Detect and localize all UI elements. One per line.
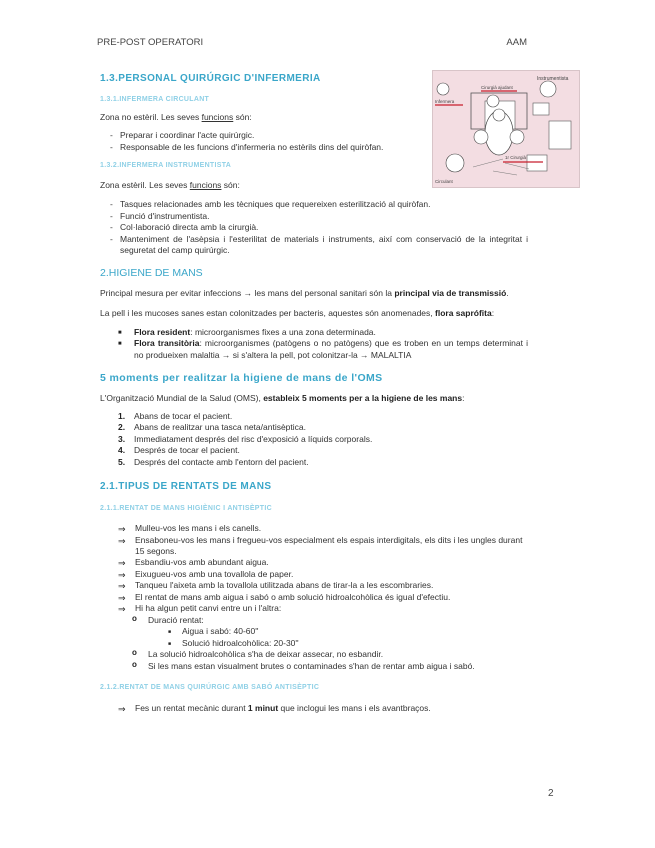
header-author: AAM — [506, 37, 527, 48]
document-body — [100, 70, 528, 714]
step-text: Esbandiu-vos amb abundant aigua. — [135, 557, 269, 568]
circulant-intro-funcions: funcions — [201, 111, 234, 122]
oms-bold: estableix 5 moments per a la higiene de les mans — [263, 393, 463, 404]
list-item — [118, 411, 528, 422]
rentat-higienic-steps — [100, 523, 528, 615]
circulant-intro-text: Zona no estèril. Les seves — [100, 111, 202, 122]
list-item — [118, 703, 528, 714]
label-instrumentista: Instrumentista — [537, 76, 569, 82]
instrumentista-intro-end: són: — [221, 179, 240, 190]
arrow-icon: ⇒ — [118, 558, 126, 569]
list-item — [118, 592, 528, 603]
p1-bold: principal via de transmissió — [394, 287, 507, 298]
step-end: que inclogui les mans i els avantbraços. — [278, 702, 431, 713]
list-item — [118, 445, 528, 456]
arrow-icon: ⇒ — [118, 569, 126, 580]
list-item — [118, 603, 528, 614]
label-primer-cirurgia: 1r Cirurgià — [505, 155, 527, 160]
moment-text: Abans de tocar el pacient. — [134, 410, 233, 421]
step-bold: 1 minut — [247, 702, 279, 713]
list-item — [118, 535, 528, 558]
page-number: 2 — [548, 788, 554, 799]
p2-end: : — [491, 308, 495, 319]
moment-text: Abans de realitzar una tasca neta/antisèptica. — [134, 422, 306, 433]
moment-text: Després del contacte amb l'entorn del pacient. — [134, 456, 309, 467]
step-text: Mulleu-vos les mans i els canells. — [135, 523, 262, 534]
moment-number: 2. — [118, 422, 126, 433]
list-item: - Col·laboració directa amb la cirurgià. — [110, 222, 528, 233]
flora-term: Flora transitòria — [134, 338, 200, 349]
list-item — [118, 422, 528, 433]
list-item: ■ Aigua i sabó: 40-60'' — [168, 626, 528, 637]
section-title-5-moments: 5 moments per realitzar la higiene de mans de l'OMS — [100, 372, 383, 385]
list-item: - Preparar i coordinar l'acte quirúrgic. — [110, 130, 528, 141]
arrow-icon: ⇒ — [118, 524, 126, 535]
section-title-tipus-rentats: 2.1.TIPUS DE RENTATS DE MANS — [100, 481, 272, 493]
instrumentista-functions-list — [100, 199, 528, 256]
p1-end: . — [506, 287, 509, 298]
moment-text: Immediatament després del risc d'exposició a líquids corporals. — [134, 433, 373, 444]
moment-number: 1. — [118, 410, 126, 421]
circulant-intro — [100, 112, 528, 123]
moment-number: 5. — [118, 456, 126, 467]
list-item — [118, 338, 528, 361]
p2-text: La pell i les mucoses sanes estan colonitzades per bacteris, aquestes són anomenades, — [100, 308, 436, 319]
moments-list — [100, 411, 528, 468]
list-item: o Si les mans estan visualment brutes o contaminades s'han de rentar amb aigua i sabó. — [132, 661, 528, 672]
list-item — [118, 557, 528, 568]
arrow-icon: ⇒ — [118, 581, 126, 592]
header-title: PRE-POST OPERATORI — [97, 37, 204, 48]
instrumentista-intro — [100, 180, 528, 191]
list-item — [118, 457, 528, 468]
oms-text: L'Organització Mundial de la Salud (OMS), — [100, 393, 264, 404]
page-header — [97, 37, 527, 50]
step-text: El rentat de mans amb aigua i sabó o amb solució hidroalcohòlica és igual d'efectiu. — [135, 591, 451, 602]
duracio-label: Duració rentat: — [148, 614, 204, 625]
arrow-icon: ⇒ — [118, 535, 126, 546]
list-item — [118, 523, 528, 534]
list-item: ■ Solució hidroalcohòlica: 20-30'' — [168, 638, 528, 649]
label-cirurgia-ajudant: Cirurgià ajudant — [481, 85, 513, 90]
instrumentista-intro-funcions: funcions — [189, 179, 222, 190]
oms-paragraph — [100, 393, 528, 404]
subsection-title-circulant: 1.3.1.INFERMERA CIRCULANT — [100, 95, 210, 103]
step-text: Hi ha algun petit canvi entre un i l'altra: — [135, 603, 282, 614]
list-item — [118, 434, 528, 445]
flora-term: Flora resident — [134, 326, 191, 337]
p2-bold: flora saprófita — [435, 308, 492, 319]
list-item — [132, 615, 528, 649]
step-text: Eixugueu-vos amb una tovallola de paper. — [135, 568, 294, 579]
arrow-icon: ⇒ — [118, 703, 126, 714]
step-text: Fes un rentat mecànic durant — [135, 702, 248, 713]
moment-number: 4. — [118, 445, 126, 456]
list-item — [118, 580, 528, 591]
flora-desc: : microorganismes fixes a una zona determinada. — [190, 326, 376, 337]
subsection-title-rentat-quirurgic: 2.1.2.RENTAT DE MANS QUIRÚRGIC AMB SABÓ ANTISÈPTIC — [100, 684, 320, 692]
arrow-icon: ⇒ — [118, 604, 126, 615]
label-circulant: Circulant — [435, 179, 453, 184]
oms-end: : — [462, 393, 465, 404]
flora-desc: : microorganismes (patògens o no patògens) que es troben en un temps determinat i no produeixen malaltia → si s'altera la pell, pot colonitzar-la → MALALTIA — [134, 338, 528, 360]
list-item: - Manteniment de l'asèpsia i l'esterilitat de materials i instruments, així com conservació de la integritat i seguretat del camp quirúrgic. — [110, 234, 528, 257]
section-title-higiene-mans: 2.HIGIENE DE MANS — [100, 266, 203, 279]
subsection-title-rentat-higienic: 2.1.1.RENTAT DE MANS HIGIÈNIC I ANTISÈPTIC — [100, 504, 272, 512]
list-item — [118, 569, 528, 580]
duration-list — [148, 626, 528, 649]
step-text: Ensaboneu-vos les mans i fregueu-vos especialment els espais interdigitals, els dits i les ungles durant 15 segons. — [135, 534, 523, 556]
rentat-quirurgic-steps — [100, 703, 528, 714]
p1-text: Principal mesura per evitar infeccions → les mans del personal sanitari són la — [100, 287, 395, 298]
step-text: Tanqueu l'aixeta amb la tovallola utilitzada abans de tirar-la a les escombraries. — [135, 580, 434, 591]
label-infermera: Infermera — [435, 99, 455, 104]
list-item: - Responsable de les funcions d'infermeria no estèrils dins del quiròfan. — [110, 142, 528, 153]
list-item: o La solució hidroalcohòlica s'ha de deixar assecar, no esbandir. — [132, 649, 528, 660]
instrumentista-intro-text: Zona estèril. Les seves — [100, 179, 190, 190]
list-item: - Funció d'instrumentista. — [110, 211, 528, 222]
list-item — [118, 327, 528, 338]
circulant-intro-end: són: — [233, 111, 252, 122]
arrow-icon: ⇒ — [118, 592, 126, 603]
flora-list — [100, 327, 528, 361]
list-item: - Tasques relacionades amb les tècniques que requereixen esterilització al quiròfan. — [110, 199, 528, 210]
higiene-paragraph-2 — [100, 308, 528, 319]
moment-text: Després de tocar el pacient. — [134, 445, 240, 456]
section-title-personal-quirurgic: 1.3.PERSONAL QUIRÚRGIC D'INFERMERIA — [100, 73, 321, 84]
higiene-paragraph-1 — [100, 288, 528, 299]
moment-number: 3. — [118, 433, 126, 444]
subsection-title-instrumentista: 1.3.2.INFERMERA INSTRUMENTISTA — [100, 162, 232, 170]
circulant-functions-list — [100, 130, 528, 153]
differences-list — [100, 615, 528, 672]
